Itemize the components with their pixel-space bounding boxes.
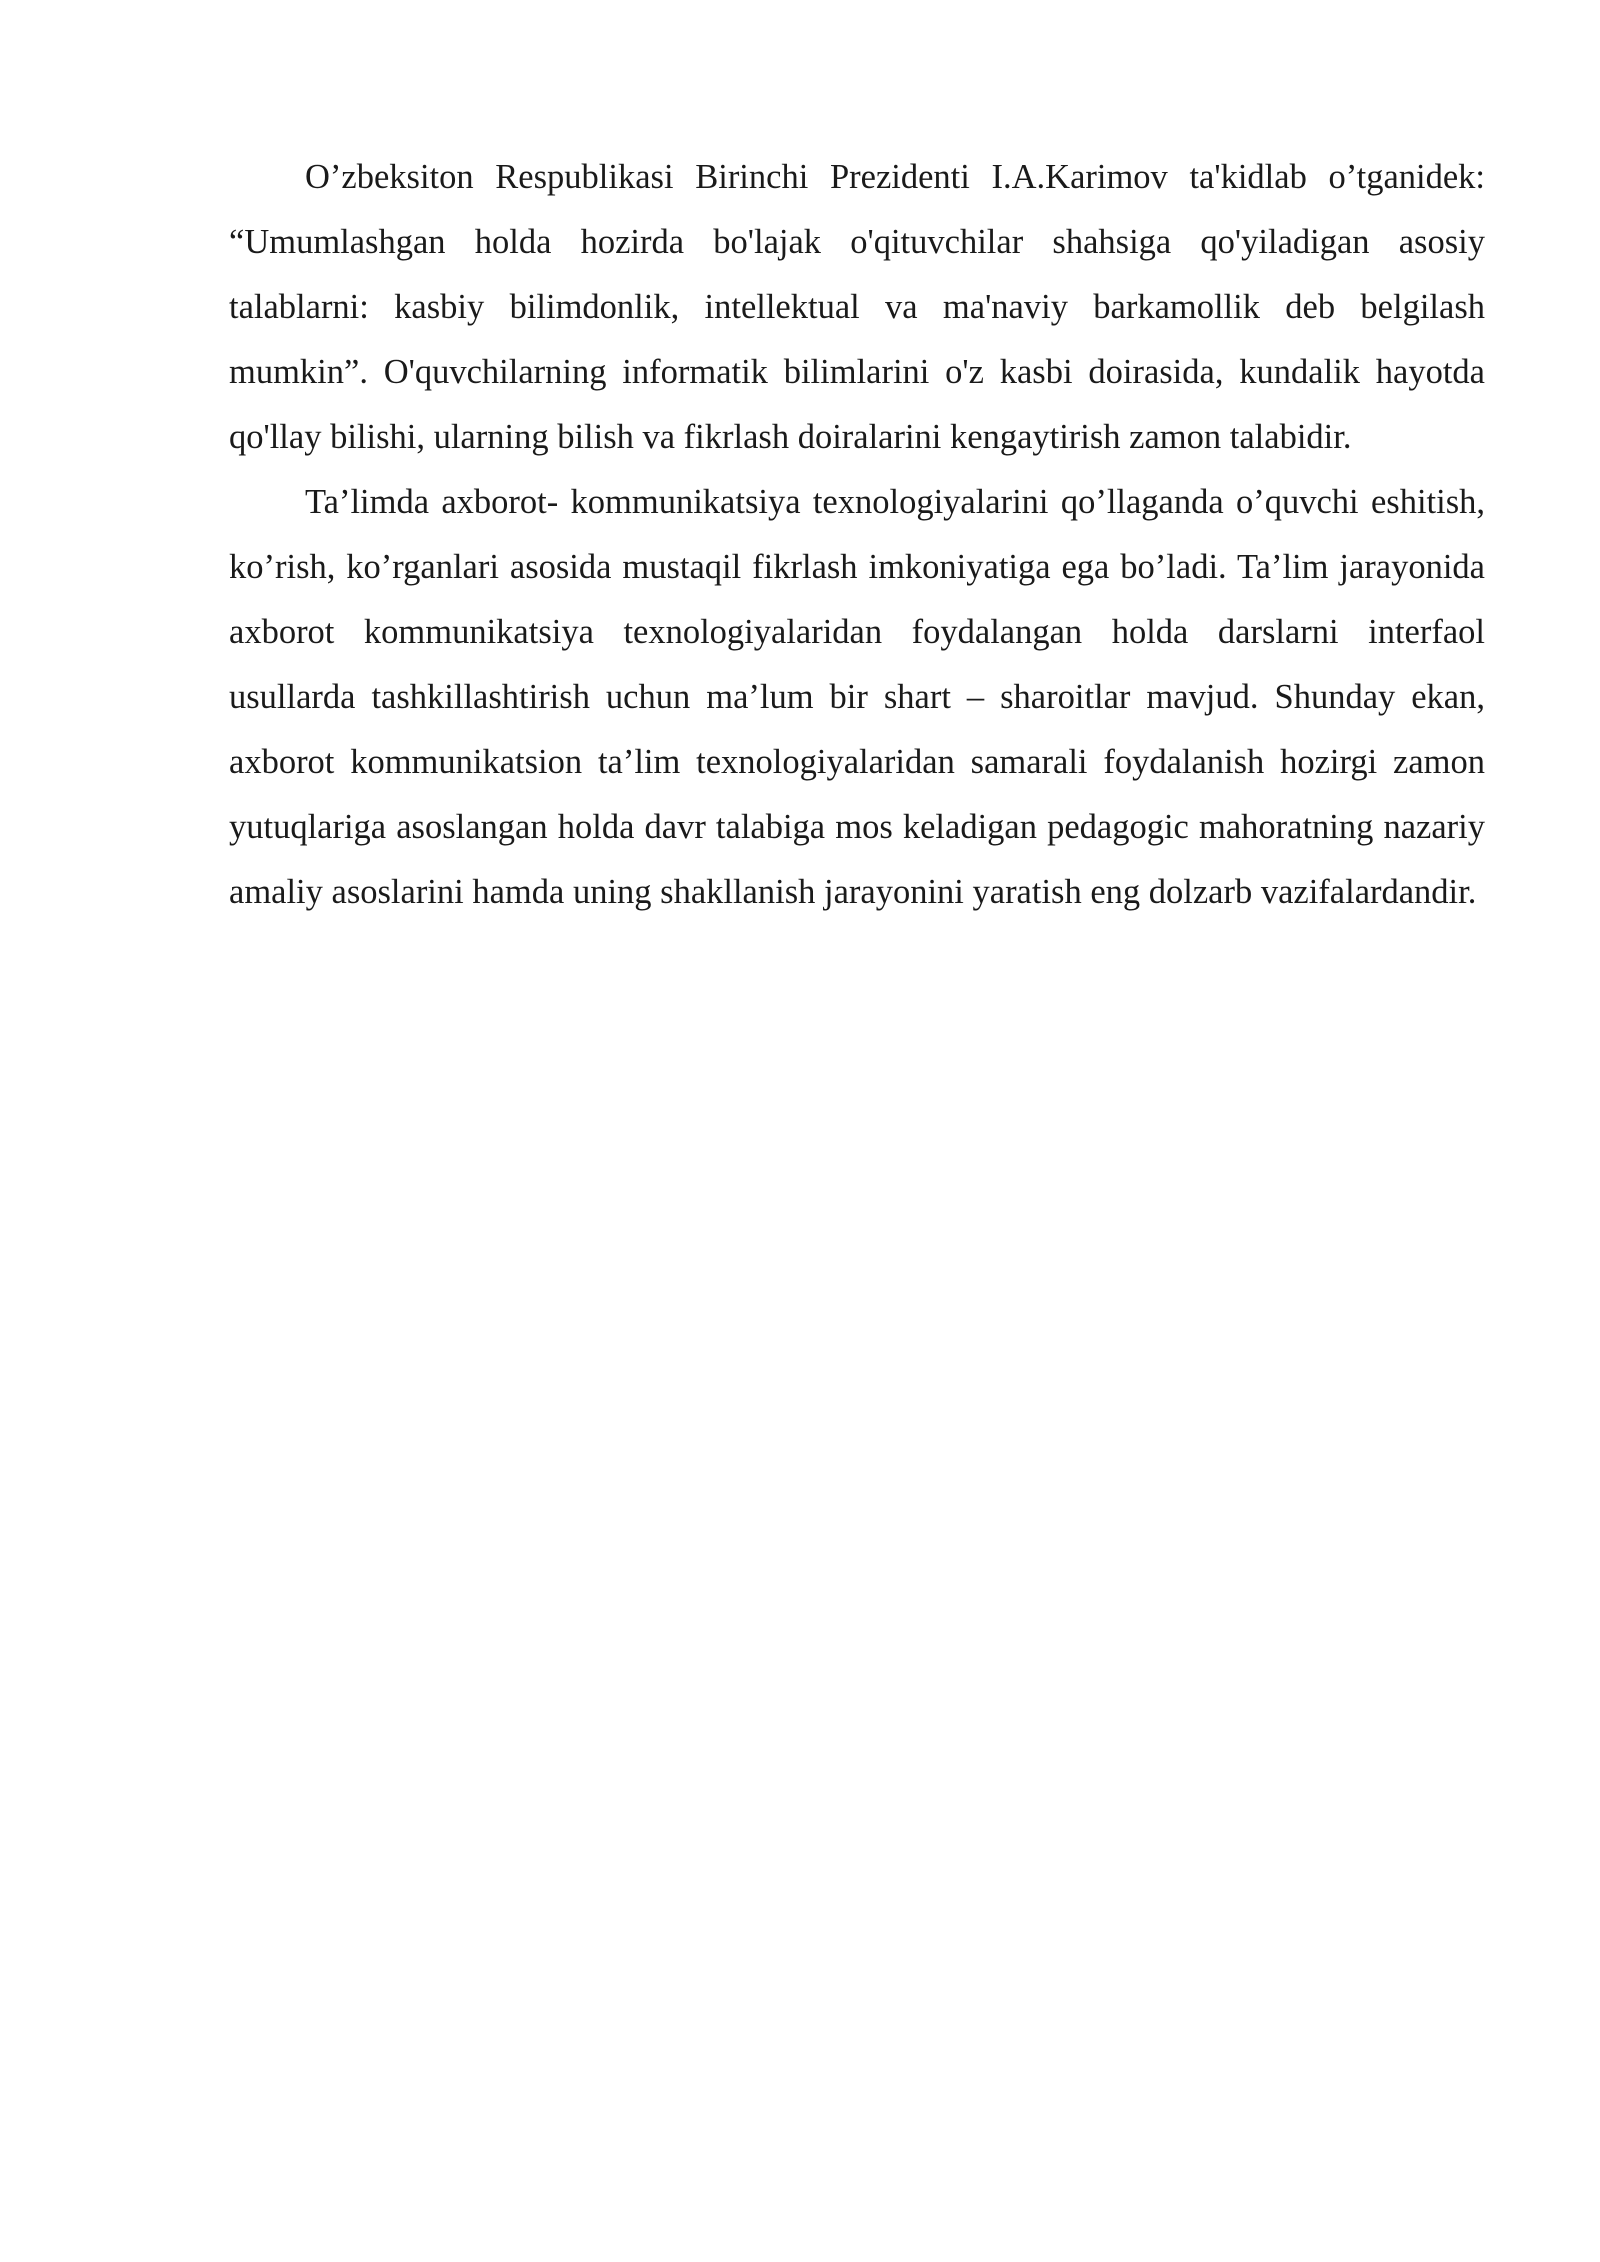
paragraph-1: O’zbeksiton Respublikasi Birinchi Prezidenti I.A.Karimov ta'kidlab o’tganidek: “Umumlashgan holda hozirda bo'lajak o'qituvchilar shahsiga qo'yiladigan asosiy talablarni: kasbiy bilimdonlik, intellektual va ma'naviy barkamollik deb belgilash mumkin”. O'quvchilarning informatik bilimlarini o'z kasbi doirasida, kundalik hayotda qo'llay bilishi, ularning bilish va fikrlash doiralarini kengaytirish zamon talabidir.	[229, 158, 1485, 456]
paragraph-2: Ta’limda axborot- kommunikatsiya texnologiyalarini qo’llaganda o’quvchi eshitish, ko’rish, ko’rganlari asosida mustaqil fikrlash imkoniyatiga ega bo’ladi. Ta’lim jarayonida axborot kommunikatsiya texnologiyalaridan foydalangan holda darslarni interfaol usullarda tashkillashtirish uchun ma’lum bir shart – sharoitlar mavjud. Shunday ekan, axborot kommunikatsion ta’lim texnologiyalaridan samarali foydalanish hozirgi zamon yutuqlariga asoslangan holda davr talabiga mos keladigan pedagogic mahoratning nazariy amaliy asoslarini hamda uning shakllanish jarayonini yaratish eng dolzarb vazifalardandir.	[229, 483, 1485, 911]
document-body	[229, 145, 1485, 925]
